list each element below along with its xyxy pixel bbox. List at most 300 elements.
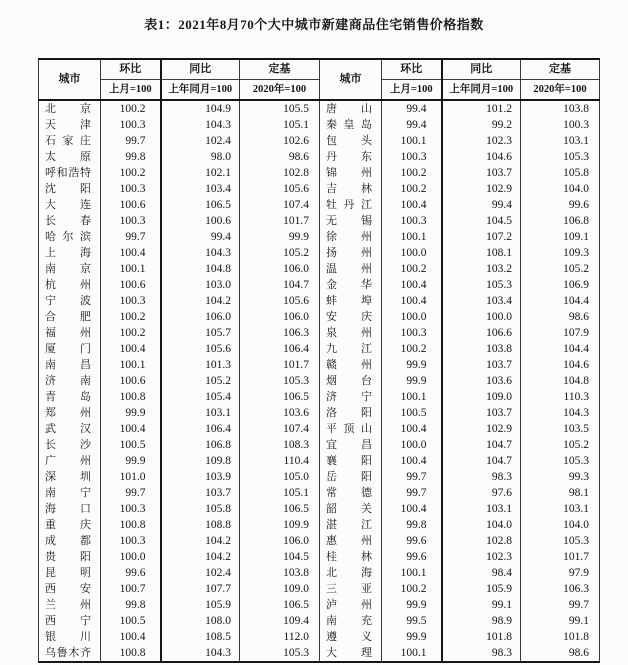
- city-name: 昆 明: [45, 567, 91, 579]
- table-row: [39, 165, 600, 181]
- yoy-index-cell: 101.8: [442, 629, 521, 645]
- mom-index-cell: 100.8: [101, 645, 161, 662]
- mom-index-cell: 99.8: [382, 517, 442, 533]
- city-name: 海 口: [45, 503, 91, 515]
- mom-index-cell: 99.7: [382, 469, 442, 485]
- city-cell: [320, 165, 382, 181]
- base-index-cell: 106.5: [240, 597, 320, 613]
- city-name: 郑 州: [45, 407, 91, 419]
- yoy-index-cell: 107.2: [442, 229, 521, 245]
- yoy-index-cell: 103.9: [161, 469, 240, 485]
- base-index-cell: 106.0: [240, 309, 320, 325]
- city-name: 惠 州: [326, 535, 372, 547]
- city-cell: [320, 133, 382, 149]
- base-index-cell: 106.3: [240, 325, 320, 341]
- city-name: 牡 丹 江: [326, 199, 372, 211]
- city-name: 合 肥: [45, 311, 91, 323]
- yoy-index-cell: 104.3: [161, 245, 240, 261]
- city-name: 桂 林: [326, 551, 372, 563]
- city-name: 大 连: [45, 199, 91, 211]
- yoy-index-cell: 103.7: [442, 165, 521, 181]
- city-cell: [39, 389, 101, 405]
- base-index-cell: 99.9: [240, 229, 320, 245]
- yoy-index-cell: 105.9: [442, 581, 521, 597]
- mom-index-cell: 99.7: [101, 485, 161, 501]
- city-cell: [39, 629, 101, 645]
- base-index-cell: 105.6: [240, 293, 320, 309]
- city-cell: [320, 373, 382, 389]
- subheader-mom-right: 上月=100: [382, 80, 442, 101]
- mom-index-cell: 100.2: [382, 341, 442, 357]
- table-row: [39, 293, 600, 309]
- table-row: [39, 517, 600, 533]
- header-yoy-right: 同比: [442, 59, 521, 80]
- base-index-cell: 105.3: [240, 373, 320, 389]
- city-cell: [39, 309, 101, 325]
- mom-index-cell: 100.8: [101, 517, 161, 533]
- yoy-index-cell: 105.6: [161, 341, 240, 357]
- table-row: [39, 453, 600, 469]
- mom-index-cell: 99.9: [101, 405, 161, 421]
- city-name: 泉 州: [326, 327, 372, 339]
- city-cell: [39, 165, 101, 181]
- yoy-index-cell: 100.0: [442, 309, 521, 325]
- base-index-cell: 105.0: [240, 469, 320, 485]
- city-cell: [39, 533, 101, 549]
- city-cell: [39, 341, 101, 357]
- city-cell: [39, 357, 101, 373]
- city-name: 无 锡: [326, 215, 372, 227]
- base-index-cell: 107.4: [240, 421, 320, 437]
- mom-index-cell: 100.4: [382, 421, 442, 437]
- yoy-index-cell: 102.9: [442, 181, 521, 197]
- mom-index-cell: 100.3: [101, 117, 161, 133]
- yoy-index-cell: 108.8: [161, 517, 240, 533]
- city-name: 兰 州: [45, 599, 91, 611]
- mom-index-cell: 100.1: [382, 565, 442, 581]
- city-cell: [39, 325, 101, 341]
- city-name: 贵 阳: [45, 551, 91, 563]
- city-name: 平 顶 山: [326, 423, 372, 435]
- city-cell: [320, 421, 382, 437]
- city-cell: [320, 181, 382, 197]
- city-cell: [320, 405, 382, 421]
- city-cell: [320, 389, 382, 405]
- base-index-cell: 106.4: [240, 341, 320, 357]
- yoy-index-cell: 105.2: [161, 373, 240, 389]
- base-index-cell: 103.8: [240, 565, 320, 581]
- city-name: 天 津: [45, 119, 91, 131]
- city-cell: [320, 517, 382, 533]
- yoy-index-cell: 103.8: [442, 341, 521, 357]
- table-row: [39, 341, 600, 357]
- city-cell: [320, 645, 382, 662]
- header-yoy-left: 同比: [161, 59, 240, 80]
- base-index-cell: 102.6: [240, 133, 320, 149]
- base-index-cell: 104.8: [563, 375, 589, 387]
- city-name: 襄 阳: [326, 455, 372, 467]
- table-row: [39, 389, 600, 405]
- city-cell: [320, 149, 382, 165]
- yoy-index-cell: 106.8: [161, 437, 240, 453]
- city-cell: [39, 453, 101, 469]
- table-row: [39, 581, 600, 597]
- base-index-cell: 106.3: [563, 583, 589, 595]
- yoy-index-cell: 105.7: [161, 325, 240, 341]
- yoy-index-cell: 104.7: [442, 437, 521, 453]
- city-cell: [320, 613, 382, 629]
- mom-index-cell: 100.4: [101, 629, 161, 645]
- table-row: [39, 100, 600, 117]
- base-index-cell: 100.3: [563, 119, 589, 131]
- table-row: [39, 613, 600, 629]
- mom-index-cell: 100.3: [101, 213, 161, 229]
- base-index-cell: 105.3: [563, 151, 589, 163]
- city-cell: [320, 501, 382, 517]
- city-cell: [320, 485, 382, 501]
- yoy-index-cell: 103.4: [442, 293, 521, 309]
- city-cell: [39, 197, 101, 213]
- yoy-index-cell: 109.8: [161, 453, 240, 469]
- table-row: [39, 645, 600, 662]
- city-cell: [320, 117, 382, 133]
- mom-index-cell: 99.7: [382, 485, 442, 501]
- yoy-index-cell: 102.1: [161, 165, 240, 181]
- subheader-yoy-right: 上年同月=100: [442, 80, 521, 101]
- yoy-index-cell: 103.7: [442, 357, 521, 373]
- city-name: 西 宁: [45, 615, 91, 627]
- base-index-cell: 98.6: [568, 311, 589, 323]
- yoy-index-cell: 108.5: [161, 629, 240, 645]
- mom-index-cell: 100.4: [101, 245, 161, 261]
- city-cell: [39, 517, 101, 533]
- mom-index-cell: 100.5: [382, 405, 442, 421]
- base-index-cell: 105.2: [563, 439, 589, 451]
- mom-index-cell: 100.1: [382, 229, 442, 245]
- city-name: 唐 山: [326, 103, 372, 115]
- city-name: 韶 关: [326, 503, 372, 515]
- city-name: 成 都: [45, 535, 91, 547]
- mom-index-cell: 100.2: [101, 165, 161, 181]
- city-name: 温 州: [326, 263, 372, 275]
- base-index-cell: 105.1: [240, 117, 320, 133]
- base-index-cell: 109.9: [240, 517, 320, 533]
- mom-index-cell: 100.4: [382, 453, 442, 469]
- yoy-index-cell: 102.8: [442, 533, 521, 549]
- city-cell: [320, 581, 382, 597]
- city-cell: [320, 213, 382, 229]
- yoy-index-cell: 105.9: [161, 597, 240, 613]
- yoy-index-cell: 98.0: [161, 149, 240, 165]
- mom-index-cell: 100.3: [382, 149, 442, 165]
- base-index-cell: 104.6: [563, 359, 589, 371]
- subheader-base-left: 2020年=100: [240, 80, 320, 101]
- base-index-cell: 103.5: [563, 423, 589, 435]
- city-name: 金 华: [326, 279, 372, 291]
- city-name: 北 海: [326, 567, 372, 579]
- yoy-index-cell: 101.3: [161, 357, 240, 373]
- mom-index-cell: 99.4: [382, 100, 442, 117]
- base-index-cell: 109.3: [563, 247, 589, 259]
- mom-index-cell: 99.7: [101, 133, 161, 149]
- city-cell: [39, 485, 101, 501]
- base-index-cell: 106.8: [563, 215, 589, 227]
- city-cell: [320, 293, 382, 309]
- city-name: 烟 台: [326, 375, 372, 387]
- mom-index-cell: 100.0: [101, 549, 161, 565]
- table-row: [39, 469, 600, 485]
- city-name: 广 州: [45, 455, 91, 467]
- base-index-cell: 99.1: [568, 615, 589, 627]
- mom-index-cell: 99.6: [382, 549, 442, 565]
- mom-index-cell: 100.0: [382, 245, 442, 261]
- base-index-cell: 99.7: [568, 599, 589, 611]
- mom-index-cell: 99.9: [382, 629, 442, 645]
- mom-index-cell: 99.8: [101, 597, 161, 613]
- city-name: 蚌 埠: [326, 295, 372, 307]
- city-name: 赣 州: [326, 359, 372, 371]
- table-row: [39, 533, 600, 549]
- city-cell: [39, 645, 101, 662]
- yoy-index-cell: 99.2: [442, 117, 521, 133]
- yoy-index-cell: 102.3: [442, 549, 521, 565]
- yoy-index-cell: 102.9: [442, 421, 521, 437]
- yoy-index-cell: 103.1: [161, 405, 240, 421]
- mom-index-cell: 99.8: [101, 149, 161, 165]
- mom-index-cell: 100.2: [382, 165, 442, 181]
- mom-index-cell: 100.1: [101, 357, 161, 373]
- city-name: 杭 州: [45, 279, 91, 291]
- city-name: 沈 阳: [45, 183, 91, 195]
- table-row: [39, 325, 600, 341]
- table-row: [39, 373, 600, 389]
- mom-index-cell: 100.2: [101, 100, 161, 117]
- base-index-cell: 101.7: [240, 357, 320, 373]
- table-header: [39, 59, 600, 100]
- city-name: 徐 州: [326, 231, 372, 243]
- city-cell: [39, 117, 101, 133]
- table-row: [39, 549, 600, 565]
- base-index-cell: 105.8: [563, 167, 589, 179]
- yoy-index-cell: 109.0: [442, 389, 521, 405]
- city-cell: [320, 100, 382, 117]
- yoy-index-cell: 98.9: [442, 613, 521, 629]
- mom-index-cell: 100.0: [382, 309, 442, 325]
- table-row: [39, 485, 600, 501]
- mom-index-cell: 100.2: [382, 261, 442, 277]
- yoy-index-cell: 101.2: [442, 100, 521, 117]
- city-name: 宁 波: [45, 295, 91, 307]
- subheader-mom-left: 上月=100: [101, 80, 161, 101]
- city-name: 厦 门: [45, 343, 91, 355]
- city-cell: [320, 245, 382, 261]
- table-row: [39, 421, 600, 437]
- city-cell: [39, 437, 101, 453]
- table-row: [39, 245, 600, 261]
- city-cell: [39, 501, 101, 517]
- base-index-cell: 106.0: [240, 261, 320, 277]
- city-name: 吉 林: [326, 183, 372, 195]
- city-cell: [39, 133, 101, 149]
- base-index-cell: 109.0: [240, 581, 320, 597]
- base-index-cell: 106.5: [240, 501, 320, 517]
- mom-index-cell: 100.2: [101, 325, 161, 341]
- yoy-index-cell: 104.2: [161, 293, 240, 309]
- yoy-index-cell: 103.4: [161, 181, 240, 197]
- table-row: [39, 117, 600, 133]
- mom-index-cell: 100.2: [101, 309, 161, 325]
- yoy-index-cell: 106.5: [161, 197, 240, 213]
- table-body: [39, 100, 600, 662]
- city-name: 石 家 庄: [45, 135, 91, 147]
- city-name: 银 川: [45, 631, 91, 643]
- city-cell: [320, 261, 382, 277]
- city-cell: [320, 277, 382, 293]
- city-cell: [39, 149, 101, 165]
- table-row: [39, 629, 600, 645]
- yoy-index-cell: 103.1: [442, 501, 521, 517]
- yoy-index-cell: 102.4: [161, 565, 240, 581]
- city-name: 哈 尔 滨: [45, 231, 91, 243]
- mom-index-cell: 100.4: [101, 341, 161, 357]
- mom-index-cell: 100.3: [101, 533, 161, 549]
- yoy-index-cell: 107.7: [161, 581, 240, 597]
- mom-index-cell: 99.6: [382, 533, 442, 549]
- base-index-cell: 103.6: [240, 405, 320, 421]
- mom-index-cell: 100.5: [101, 437, 161, 453]
- header-mom-left: 环比: [101, 59, 161, 80]
- city-cell: [39, 581, 101, 597]
- mom-index-cell: 100.4: [382, 197, 442, 213]
- table-row: [39, 437, 600, 453]
- table-row: [39, 277, 600, 293]
- city-cell: [39, 405, 101, 421]
- city-cell: [39, 597, 101, 613]
- city-cell: [320, 341, 382, 357]
- base-index-cell: 104.4: [563, 295, 589, 307]
- city-cell: [39, 373, 101, 389]
- table-row: [39, 309, 600, 325]
- yoy-index-cell: 108.1: [442, 245, 521, 261]
- city-name: 济 宁: [326, 391, 372, 403]
- city-name: 济 南: [45, 375, 91, 387]
- mom-index-cell: 99.4: [382, 117, 442, 133]
- header-mom-right: 环比: [382, 59, 442, 80]
- city-name: 丹 东: [326, 151, 372, 163]
- table-row: [39, 133, 600, 149]
- yoy-index-cell: 103.7: [442, 405, 521, 421]
- yoy-index-cell: 108.0: [161, 613, 240, 629]
- base-index-cell: 105.3: [240, 645, 320, 662]
- mom-index-cell: 99.9: [382, 373, 442, 389]
- base-index-cell: 104.7: [240, 277, 320, 293]
- table-row: [39, 405, 600, 421]
- city-name: 重 庆: [45, 519, 91, 531]
- city-name: 北 京: [45, 103, 91, 115]
- city-name: 宜 昌: [326, 439, 372, 451]
- city-name: 南 充: [326, 615, 372, 627]
- city-cell: [39, 100, 101, 117]
- mom-index-cell: 99.7: [101, 229, 161, 245]
- city-cell: [39, 613, 101, 629]
- city-name: 岳 阳: [326, 471, 372, 483]
- city-name: 遵 义: [326, 631, 372, 643]
- yoy-index-cell: 106.0: [161, 309, 240, 325]
- mom-index-cell: 100.3: [101, 181, 161, 197]
- city-cell: [320, 357, 382, 373]
- base-index-cell: 105.5: [240, 100, 320, 117]
- yoy-index-cell: 97.6: [442, 485, 521, 501]
- price-index-table: [38, 58, 600, 663]
- base-index-cell: 105.1: [240, 485, 320, 501]
- mom-index-cell: 100.2: [382, 181, 442, 197]
- yoy-index-cell: 102.3: [442, 133, 521, 149]
- city-cell: [320, 325, 382, 341]
- subheader-yoy-left: 上年同月=100: [161, 80, 240, 101]
- yoy-index-cell: 104.0: [442, 517, 521, 533]
- base-index-cell: 97.9: [568, 567, 589, 579]
- city-cell: [320, 229, 382, 245]
- mom-index-cell: 100.6: [101, 277, 161, 293]
- yoy-index-cell: 104.9: [161, 100, 240, 117]
- city-name: 福 州: [45, 327, 91, 339]
- city-cell: [39, 229, 101, 245]
- city-name: 扬 州: [326, 247, 372, 259]
- city-name: 大 理: [326, 647, 372, 659]
- mom-index-cell: 99.9: [101, 453, 161, 469]
- base-index-cell: 98.1: [568, 487, 589, 499]
- city-cell: [320, 597, 382, 613]
- yoy-index-cell: 104.8: [161, 261, 240, 277]
- mom-index-cell: 100.4: [382, 501, 442, 517]
- city-cell: [320, 533, 382, 549]
- mom-index-cell: 100.4: [101, 421, 161, 437]
- yoy-index-cell: 103.6: [442, 373, 521, 389]
- base-index-cell: 103.8: [563, 103, 589, 115]
- base-index-cell: 102.8: [240, 165, 320, 181]
- city-cell: [39, 293, 101, 309]
- yoy-index-cell: 104.3: [161, 645, 240, 662]
- mom-index-cell: 99.9: [382, 597, 442, 613]
- city-cell: [39, 213, 101, 229]
- mom-index-cell: 100.7: [101, 581, 161, 597]
- city-cell: [39, 549, 101, 565]
- mom-index-cell: 100.1: [382, 389, 442, 405]
- city-name: 乌 鲁 木 齐: [45, 647, 91, 659]
- header-city-left: 城市: [39, 59, 101, 100]
- base-index-cell: 103.1: [563, 135, 589, 147]
- yoy-index-cell: 105.3: [442, 277, 521, 293]
- base-index-cell: 104.4: [563, 343, 589, 355]
- table-row: [39, 229, 600, 245]
- city-name: 秦 皇 岛: [326, 119, 372, 131]
- city-name: 青 岛: [45, 391, 91, 403]
- yoy-index-cell: 105.4: [161, 389, 240, 405]
- base-index-cell: 98.6: [240, 149, 320, 165]
- base-index-cell: 110.3: [563, 391, 589, 403]
- base-index-cell: 106.5: [240, 389, 320, 405]
- mom-index-cell: 100.3: [101, 293, 161, 309]
- base-index-cell: 105.3: [563, 455, 589, 467]
- city-name: 泸 州: [326, 599, 372, 611]
- base-index-cell: 105.3: [563, 535, 589, 547]
- header-base-left: 定基: [240, 59, 320, 80]
- city-cell: [320, 629, 382, 645]
- city-name: 长 春: [45, 215, 91, 227]
- base-index-cell: 109.1: [563, 231, 589, 243]
- city-name: 三 亚: [326, 583, 372, 595]
- page-title: 表1：2021年8月70个大中城市新建商品住宅销售价格指数: [144, 17, 484, 32]
